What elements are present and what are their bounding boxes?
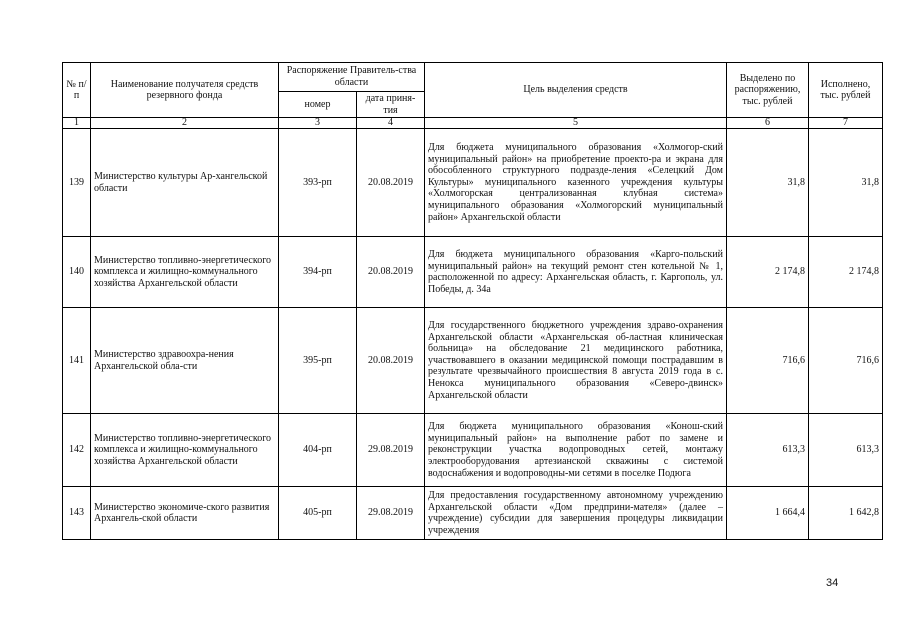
row-recipient: Министерство топливно-энергетического комплекса и жилищно-коммунального хозяйства Архангельской области [91, 414, 279, 487]
row-num: 140 [63, 237, 91, 308]
column-index-cell: 4 [357, 118, 425, 129]
reserve-fund-table [62, 62, 883, 540]
page-number: 34 [826, 577, 839, 589]
row-order-number: 395-рп [279, 308, 357, 414]
row-allocated: 613,3 [727, 414, 809, 487]
header-order-number: номер [279, 92, 357, 118]
row-purpose: Для бюджета муниципального образования «Конош-ский муниципальный район» на выполнение работ по замене и реконструкции участка водопроводных сетей, монтажу электрооборудования артезианской скважины с системой водоснабжения и водопроводны-ми сетями в поселке Подюга [425, 414, 727, 487]
column-index-cell: 3 [279, 118, 357, 129]
column-index-cell: 6 [727, 118, 809, 129]
row-executed: 31,8 [809, 129, 883, 237]
row-purpose: Для государственного бюджетного учреждения здраво-охранения Архангельской области «Архангельская об-ластная клиническая больница» на обследование 21 медицинского работника, участвовавшего в оказании медицинской помощи пострадавшим в результате чрезвычайного происшествия 8 августа 2019 года в с. Ненокса муниципального образования «Северо-двинск» Архангельской области [425, 308, 727, 414]
row-num: 141 [63, 308, 91, 414]
table-header-row [63, 63, 883, 92]
row-order-date: 29.08.2019 [357, 487, 425, 540]
column-index-cell: 5 [425, 118, 727, 129]
header-num: № п/п [63, 63, 91, 118]
table-row [63, 414, 883, 487]
column-index-cell: 7 [809, 118, 883, 129]
table-row [63, 487, 883, 540]
header-order-date: дата приня-тия [357, 92, 425, 118]
row-executed: 1 642,8 [809, 487, 883, 540]
header-order: Распоряжение Правитель-ства области [279, 63, 425, 92]
row-allocated: 31,8 [727, 129, 809, 237]
row-recipient: Министерство здравоохра-нения Архангельской обла-сти [91, 308, 279, 414]
row-num: 139 [63, 129, 91, 237]
column-index-cell: 1 [63, 118, 91, 129]
row-order-number: 405-рп [279, 487, 357, 540]
table-row [63, 237, 883, 308]
row-allocated: 1 664,4 [727, 487, 809, 540]
row-executed: 2 174,8 [809, 237, 883, 308]
row-executed: 613,3 [809, 414, 883, 487]
row-order-number: 394-рп [279, 237, 357, 308]
row-order-number: 404-рп [279, 414, 357, 487]
row-allocated: 716,6 [727, 308, 809, 414]
header-executed: Исполнено, тыс. рублей [809, 63, 883, 118]
row-recipient: Министерство культуры Ар-хангельской области [91, 129, 279, 237]
row-order-number: 393-рп [279, 129, 357, 237]
row-purpose: Для предоставления государственному автономному учреждению Архангельской области «Дом предприни-мателя» (далее – учреждение) субсидии для завершения процедуры ликвидации учреждения [425, 487, 727, 540]
header-allocated: Выделено по распоряжению, тыс. рублей [727, 63, 809, 118]
row-num: 143 [63, 487, 91, 540]
column-index-cell: 2 [91, 118, 279, 129]
row-purpose: Для бюджета муниципального образования «Карго-польский муниципальный район» на текущий ремонт стен котельной № 1, расположенной по адресу: Архангельская область, г. Каргополь, ул. Победы, д. 34а [425, 237, 727, 308]
row-order-date: 29.08.2019 [357, 414, 425, 487]
column-index-row [63, 118, 883, 129]
header-recipient: Наименование получателя средств резервного фонда [91, 63, 279, 118]
row-recipient: Министерство топливно-энергетического комплекса и жилищно-коммунального хозяйства Архангельской области [91, 237, 279, 308]
table-row [63, 129, 883, 237]
row-purpose: Для бюджета муниципального образования «Холмогор-ский муниципальный район» на приобретение проекто-ра и экрана для обособленного структурного подразде-ления «Селецкий Дом Культуры» муниципального казенного учреждения культуры «Холмогорская централизованная клубная система» муниципального образования «Холмогорский муниципальный район» Архангельской области [425, 129, 727, 237]
row-order-date: 20.08.2019 [357, 237, 425, 308]
row-executed: 716,6 [809, 308, 883, 414]
row-order-date: 20.08.2019 [357, 308, 425, 414]
row-num: 142 [63, 414, 91, 487]
row-allocated: 2 174,8 [727, 237, 809, 308]
header-purpose: Цель выделения средств [425, 63, 727, 118]
row-recipient: Министерство экономиче-ского развития Архангель-ской области [91, 487, 279, 540]
table-row [63, 308, 883, 414]
row-order-date: 20.08.2019 [357, 129, 425, 237]
